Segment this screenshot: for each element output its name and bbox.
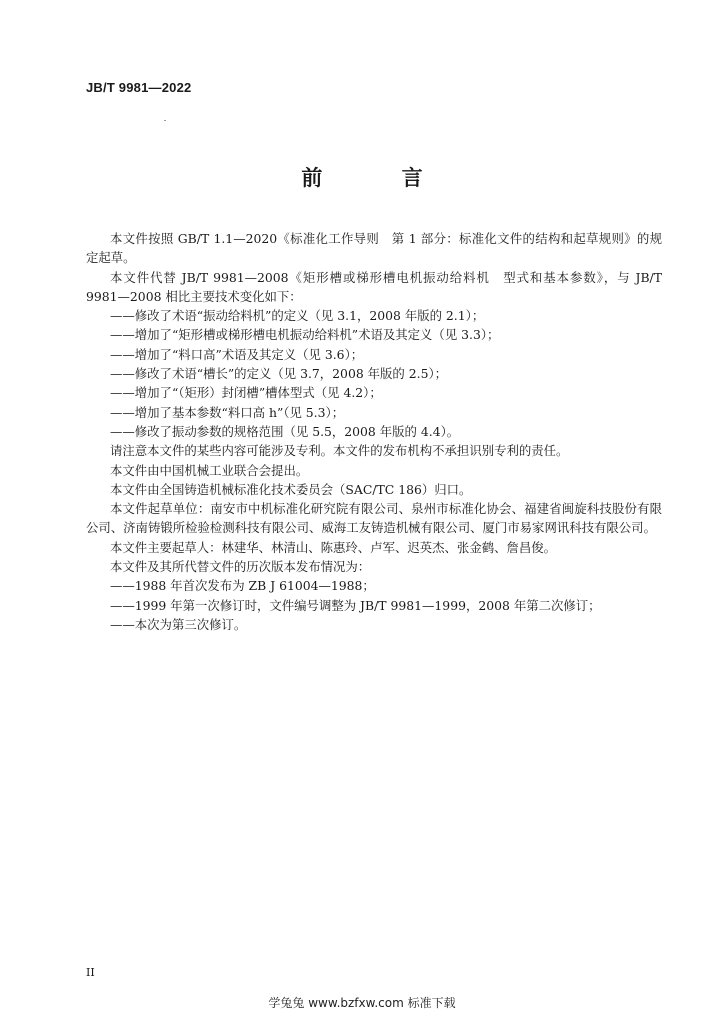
change-list-item: ——增加了“矩形槽或梯形槽电机振动给料机”术语及其定义（见 3.3）； — [110, 327, 500, 343]
change-list-item: ——修改了术语“振动给料机”的定义（见 3.1，2008 年版的 2.1）； — [110, 308, 485, 324]
paragraph: 本文件按照 GB/T 1.1—2020《标准化工作导则 第 1 部分：标准化文件的结构和起草规则》的规定起草。 — [86, 231, 662, 266]
paragraph: 本文件代替 JB/T 9981—2008《矩形槽或梯形槽电机振动给料机 型式和基本参数》，与 JB/T 9981—2008 相比主要技术变化如下： — [86, 269, 662, 304]
history-list-item: ——1988 年首次发布为 ZB J 61004—1988； — [110, 578, 375, 594]
standard-code: JB/T 9981—2022 — [86, 80, 192, 95]
watermark-text: 学兔兔 www.bzfxw.com 标准下载 — [268, 996, 456, 1010]
change-list-item: ——修改了振动参数的规格范围（见 5.5，2008 年版的 4.4）。 — [110, 423, 460, 439]
change-list-item: ——增加了基本参数“料口高 h”（见 5.3）； — [110, 404, 345, 420]
foreword-body — [86, 229, 662, 634]
paragraph: 本文件及其所代替文件的历次版本发布情况为： — [110, 559, 371, 575]
change-list-item: ——增加了“料口高”术语及其定义（见 3.6）； — [110, 346, 364, 362]
scan-speck — [164, 120, 166, 121]
page-number: II — [86, 966, 95, 979]
paragraph: 请注意本文件的某些内容可能涉及专利。本文件的发布机构不承担识别专利的责任。 — [110, 443, 569, 459]
history-list-item: ——本次为第三次修订。 — [110, 616, 247, 632]
page-title: 前 言 — [301, 165, 459, 190]
change-list-item: ——增加了“（矩形）封闭槽”槽体型式（见 4.2）； — [110, 385, 382, 401]
history-list-item: ——1999 年第一次修订时，文件编号调整为 JB/T 9981—1999，2008 年第二次修订； — [110, 597, 601, 613]
paragraph: 本文件主要起草人：林建华、林清山、陈惠玲、卢军、迟英杰、张金鹤、詹昌俊。 — [110, 539, 557, 555]
paragraph: 本文件由中国机械工业联合会提出。 — [110, 462, 309, 478]
paragraph: 本文件由全国铸造机械标准化技术委员会（SAC/TC 186）归口。 — [110, 481, 472, 497]
change-list-item: ——修改了术语“槽长”的定义（见 3.7，2008 年版的 2.5）； — [110, 366, 448, 382]
paragraph: 本文件起草单位：南安市中机标准化研究院有限公司、泉州市标准化协会、福建省闽旋科技股份有限公司、济南铸锻所检验检测科技有限公司、威海工友铸造机械有限公司、厦门市易家网讯科技有限公司。 — [86, 501, 662, 536]
